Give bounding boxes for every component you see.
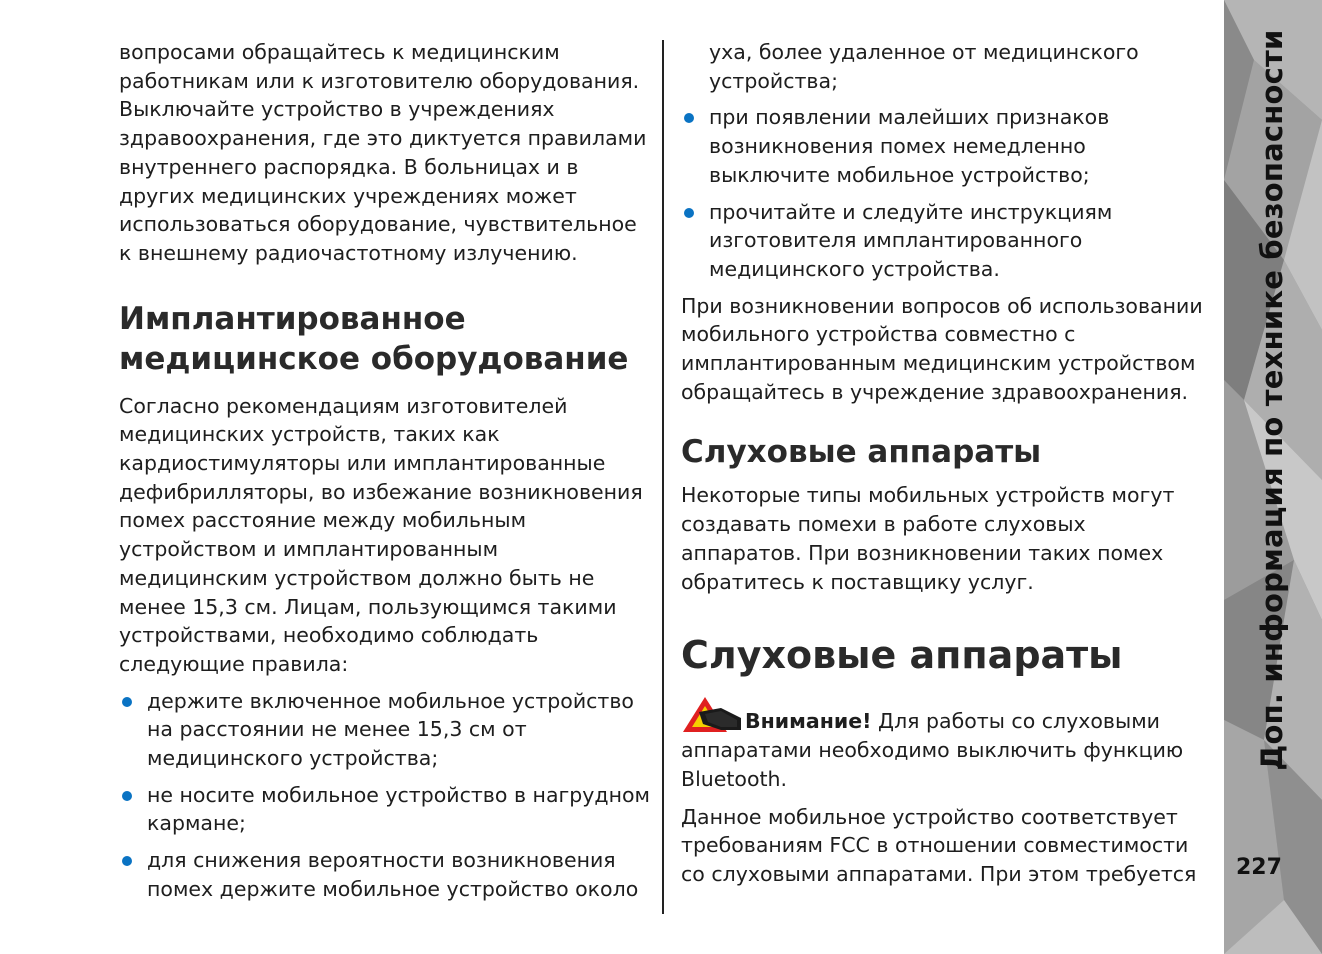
warning-icon	[681, 694, 743, 736]
bullet-dot-icon	[684, 113, 694, 123]
section-heading-implanted: Имплантированное медицинское оборудование	[119, 300, 629, 377]
right-bullet-list	[681, 103, 1211, 283]
list-item: держите включенное мобильное устройство на расстоянии не менее 15,3 см от медицинского устройства;	[119, 687, 651, 773]
page-number: 227	[1236, 855, 1282, 880]
bullet-dot-icon	[122, 856, 132, 866]
warning-text: Для работы со слуховыми аппаратами необходимо выключить функцию Bluetooth.	[681, 709, 1184, 791]
list-item: при появлении малейших признаков возникновения помех немедленно выключите мобильное устройство;	[681, 103, 1211, 189]
warning-label: Внимание!	[745, 709, 872, 734]
bullet-dot-icon	[122, 697, 132, 707]
continued-bullet-text: уха, более удаленное от медицинского устройства;	[709, 40, 1139, 93]
right-column	[681, 38, 1211, 889]
intro-paragraph: вопросами обращайтесь к медицинским работникам или к изготовителю оборудования. Выключайте устройство в учреждениях здравоохранения, где это диктуется правилами внутреннего распорядка. В больницах и в других медицинских учреждениях может использоваться оборудование, чувствительное к внешнему радиочастотному излучению.	[119, 40, 647, 265]
section-side-title: Доп. информация по технике безопасности	[1255, 29, 1289, 771]
implanted-paragraph: Согласно рекомендациям изготовителей медицинских устройств, таких как кардиостимуляторы или имплантированные дефибрилляторы, во избежание возникновения помех расстояние между мобильным устройством и имплантированным медицинским устройством должно быть не менее 15,3 см. Лицам, пользующимся такими устройствами, необходимо соблюдать следующие правила:	[119, 393, 643, 676]
list-item: для снижения вероятности возникновения помех держите мобильное устройство около	[119, 846, 651, 903]
bullet-dot-icon	[684, 208, 694, 218]
hearing-aids-paragraph: Некоторые типы мобильных устройств могут создавать помехи в работе слуховых аппаратов. При возникновении таких помех обратитесь к поставщику услуг.	[681, 483, 1175, 594]
list-item: не носите мобильное устройство в нагрудном кармане;	[119, 781, 651, 838]
bullet-dot-icon	[122, 791, 132, 801]
column-divider	[662, 40, 664, 914]
left-column	[119, 38, 651, 912]
main-heading-hearing-aids: Слуховые аппараты	[681, 633, 1123, 678]
fcc-paragraph: Данное мобильное устройство соответствует требованиям FCC в отношении совместимости со слуховыми аппаратами. При этом требуется	[681, 804, 1197, 887]
list-item: прочитайте и следуйте инструкциям изготовителя имплантированного медицинского устройства.	[681, 198, 1211, 284]
warning-paragraph	[681, 694, 1211, 793]
questions-paragraph: При возникновении вопросов об использовании мобильного устройства совместно с имплантированным медицинским устройством обращайтесь в учреждение здравоохранения.	[681, 293, 1203, 404]
sub-heading-hearing-aids: Слуховые аппараты	[681, 434, 1042, 471]
implanted-bullet-list	[119, 687, 651, 904]
